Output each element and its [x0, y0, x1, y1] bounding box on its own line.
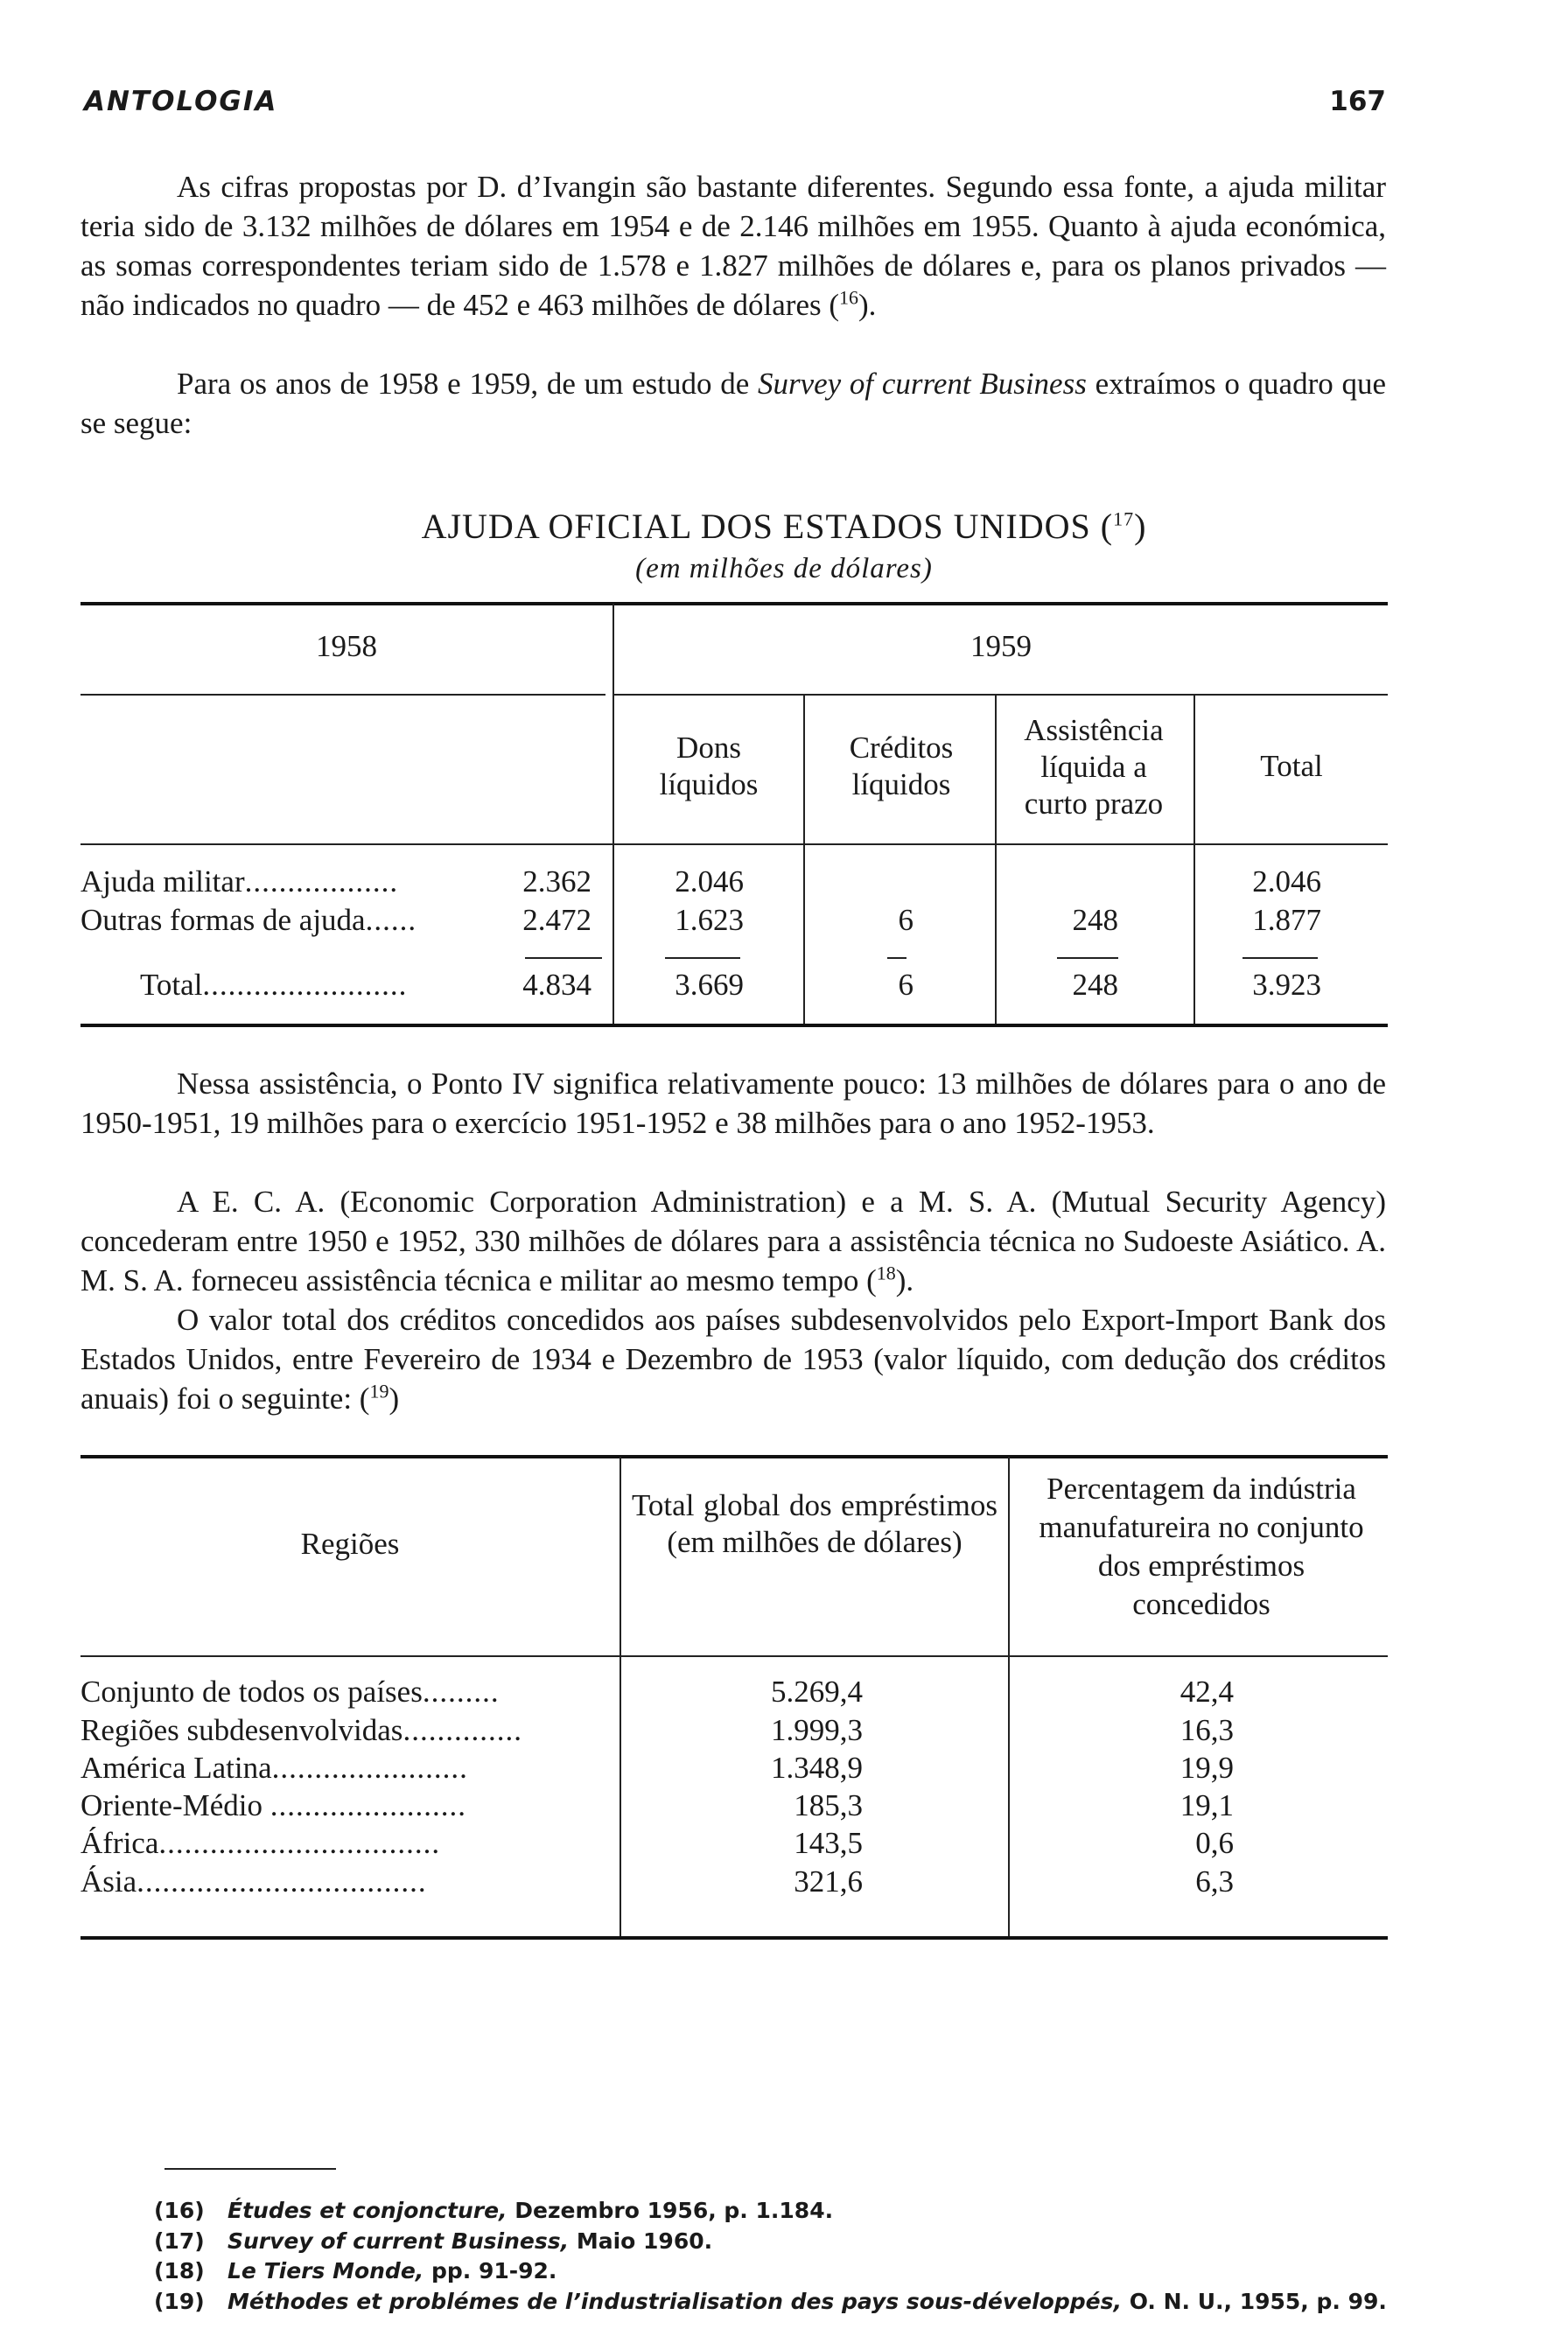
cell-dons: 2.046 [675, 864, 744, 899]
table1-top-rule [80, 602, 1388, 605]
table2-header-regioes: Regiões [300, 1527, 400, 1561]
sum-rule-assist [1057, 957, 1118, 959]
footnote-16 [154, 2198, 833, 2223]
paragraph-2-text-b: extraímos o quadro que se segue: [80, 367, 1386, 440]
table2-top-rule [80, 1455, 1388, 1458]
cell-percentagem: 19,1 [1180, 1788, 1234, 1822]
cell-percentagem: 0,6 [1195, 1826, 1234, 1860]
leader-dots: .............. [402, 1713, 522, 1747]
cell-percentagem: 19,9 [1180, 1751, 1234, 1785]
table1-title [0, 506, 1568, 547]
cell-total: 143,5 [794, 1826, 863, 1860]
footnote-detail: Maio 1960. [569, 2228, 713, 2254]
leader-dots: .................................. [136, 1864, 427, 1899]
footnote-ref-16: 16 [839, 286, 859, 309]
cell-total: 5.269,4 [771, 1675, 863, 1709]
paragraph-3-text: Nessa assistência, o Ponto IV significa relativamente pouco: 13 milhões de dólares para o ano de 1950-1951, 19 milhões para o exercício 1951-1952 e 38 milhões para o ano 1952-1953. [80, 1067, 1386, 1140]
table2-vline-2 [1008, 1457, 1010, 1936]
paragraph-5-end: ) [388, 1381, 400, 1416]
footnote-detail: O. N. U., 1955, p. 99. [1121, 2289, 1387, 2314]
table1-header-1959: 1959 [970, 629, 1032, 663]
cell-total: 2.046 [1252, 864, 1321, 899]
leader-dots: ....................... [271, 1751, 468, 1785]
footnote-title: Survey of current Business, [228, 2228, 570, 2254]
footnote-title: Le Tiers Monde, [228, 2258, 424, 2284]
paragraph-5 [80, 1300, 1386, 1418]
paragraph-1-end: ). [858, 288, 877, 322]
table2-vline-1 [620, 1457, 621, 1936]
paragraph-1 [80, 167, 1386, 325]
table1-header-total: Total [1260, 749, 1323, 783]
paragraph-2-text-a: Para os anos de 1958 e 1959, de um estudo de [177, 367, 758, 401]
footnote-19 [154, 2289, 1387, 2314]
cell-creditos: 6 [898, 968, 914, 1002]
table1-header-dons: Dons líquidos [659, 731, 759, 801]
leader-dots: ................................. [158, 1826, 441, 1860]
table1-header-creditos: Créditos líquidos [849, 731, 954, 801]
table1-header-1958: 1958 [316, 629, 377, 663]
cell-dons: 1.623 [675, 903, 744, 937]
table1-vline-2 [803, 696, 805, 1024]
cell-dons: 3.669 [675, 968, 744, 1002]
leader-dots: ....................... [270, 1788, 466, 1822]
row-label [80, 903, 416, 938]
paragraph-3 [80, 1064, 1386, 1143]
table1-header-assistencia: Assistência líquida a curto prazo [1024, 713, 1164, 821]
page-header [84, 86, 1386, 117]
running-title: ANTOLOGIA [84, 86, 278, 117]
row-label [80, 1826, 440, 1861]
row-label-text: Outras formas de ajuda [80, 903, 366, 937]
row-label-text: Ásia [80, 1864, 137, 1899]
paragraph-4-end: ). [895, 1263, 914, 1297]
row-label [80, 1864, 427, 1899]
footnote-18 [154, 2258, 556, 2284]
footnote-ref-18: 18 [876, 1262, 896, 1284]
table2-header-bottom-rule [80, 1655, 1388, 1657]
table2-header-percentagem: Percentagem da indústria manufatureira no conjunto dos empréstimos concedidos [1039, 1472, 1364, 1621]
row-label-text: América Latina [80, 1751, 272, 1785]
table1-vline-4 [1194, 696, 1195, 1024]
footnote-title: Études et conjoncture, [228, 2198, 508, 2223]
footnote-tag: (19) [154, 2289, 205, 2314]
cell-total: 3.923 [1252, 968, 1321, 1002]
row-label [80, 1713, 522, 1748]
leader-dots: .................. [244, 864, 399, 899]
cell-total: 321,6 [794, 1864, 863, 1899]
row-label [80, 1751, 468, 1786]
row-label [80, 1675, 500, 1710]
table1-vline-3 [995, 696, 997, 1024]
cell-1958: 2.472 [522, 903, 592, 937]
footnote-17 [154, 2228, 712, 2254]
row-label [80, 1788, 466, 1823]
table1-title-text: AJUDA OFICIAL DOS ESTADOS UNIDOS ( [421, 507, 1114, 546]
leader-dots: ...... [365, 903, 417, 937]
paragraph-4-text: A E. C. A. (Economic Corporation Administration) e a M. S. A. (Mutual Security Agency) concederam entre 1950 e 1952, 330 milhões de dólares para a assistência técnica no Sudoeste Asiático. A. M. S. A. forneceu assistência técnica e militar ao mesmo tempo ( [80, 1185, 1386, 1297]
leader-dots: ........................ [202, 968, 408, 1002]
paragraph-2 [80, 364, 1386, 443]
cell-total: 1.877 [1252, 903, 1321, 937]
paragraph-2-italic: Survey of current Business [757, 367, 1087, 401]
sum-rule-total [1242, 957, 1318, 959]
row-label-text: Regiões subdesenvolvidas [80, 1713, 403, 1747]
row-label-text: África [80, 1826, 159, 1860]
cell-total: 1.348,9 [771, 1751, 863, 1785]
table1-subtitle: (em milhões de dólares) [635, 553, 933, 584]
table1-vline-1 [612, 604, 614, 1024]
row-label [140, 968, 407, 1003]
footnote-ref-19: 19 [369, 1380, 389, 1402]
table1-title-ref: 17 [1113, 507, 1135, 530]
sum-rule-dons [665, 957, 740, 959]
table1-rule-1958 [80, 694, 606, 696]
table1-bottom-rule [80, 1024, 1388, 1027]
table1-header-bottom-rule [80, 843, 1388, 845]
footnote-rule [164, 2168, 336, 2170]
sum-rule-1958 [525, 957, 602, 959]
footnote-detail: Dezembro 1956, p. 1.184. [507, 2198, 834, 2223]
row-label-text: Total [140, 968, 203, 1002]
table1-title-end: ) [1134, 507, 1147, 546]
leader-dots: ......... [422, 1675, 500, 1709]
row-label [80, 864, 398, 899]
row-label-text: Oriente-Médio [80, 1788, 262, 1822]
row-label-text: Ajuda militar [80, 864, 245, 899]
table1-rule-1959 [614, 694, 1388, 696]
page-number: 167 [1329, 86, 1386, 117]
sum-rule-creditos [887, 957, 906, 959]
footnote-tag: (16) [154, 2198, 205, 2223]
paragraph-4 [80, 1182, 1386, 1300]
cell-assistencia: 248 [1072, 968, 1118, 1002]
table2-header-total: Total global dos empréstimos (em milhões de dólares) [632, 1488, 998, 1559]
row-label-text: Conjunto de todos os países [80, 1675, 423, 1709]
cell-percentagem: 16,3 [1180, 1713, 1234, 1747]
cell-creditos: 6 [898, 903, 914, 937]
cell-total: 1.999,3 [771, 1713, 863, 1747]
cell-assistencia: 248 [1072, 903, 1118, 937]
cell-1958: 2.362 [522, 864, 592, 899]
paragraph-1-text: As cifras propostas por D. d’Ivangin são bastante diferentes. Segundo essa fonte, a ajuda militar teria sido de 3.132 milhões de dólares em 1954 e de 2.146 milhões em 1955. Quanto à ajuda económica, as somas correspondentes teriam sido de 1.578 e 1.827 milhões de dólares e, para os planos privados — não indicados no quadro — de 452 e 463 milhões de dólares ( [80, 170, 1386, 322]
cell-percentagem: 6,3 [1195, 1864, 1234, 1899]
table2-bottom-rule [80, 1936, 1388, 1940]
paragraph-5-text: O valor total dos créditos concedidos aos países subdesenvolvidos pelo Export-Import Bank dos Estados Unidos, entre Fevereiro de 1934 e Dezembro de 1953 (valor líquido, com dedução dos créditos anuais) foi o seguinte: ( [80, 1303, 1386, 1416]
cell-1958: 4.834 [522, 968, 592, 1002]
footnote-detail: pp. 91-92. [424, 2258, 557, 2284]
cell-total: 185,3 [794, 1788, 863, 1822]
footnote-tag: (17) [154, 2228, 205, 2254]
footnote-title: Méthodes et problémes de l’industrialisation des pays sous-développés, [228, 2289, 1122, 2314]
cell-percentagem: 42,4 [1180, 1675, 1234, 1709]
footnote-tag: (18) [154, 2258, 205, 2284]
